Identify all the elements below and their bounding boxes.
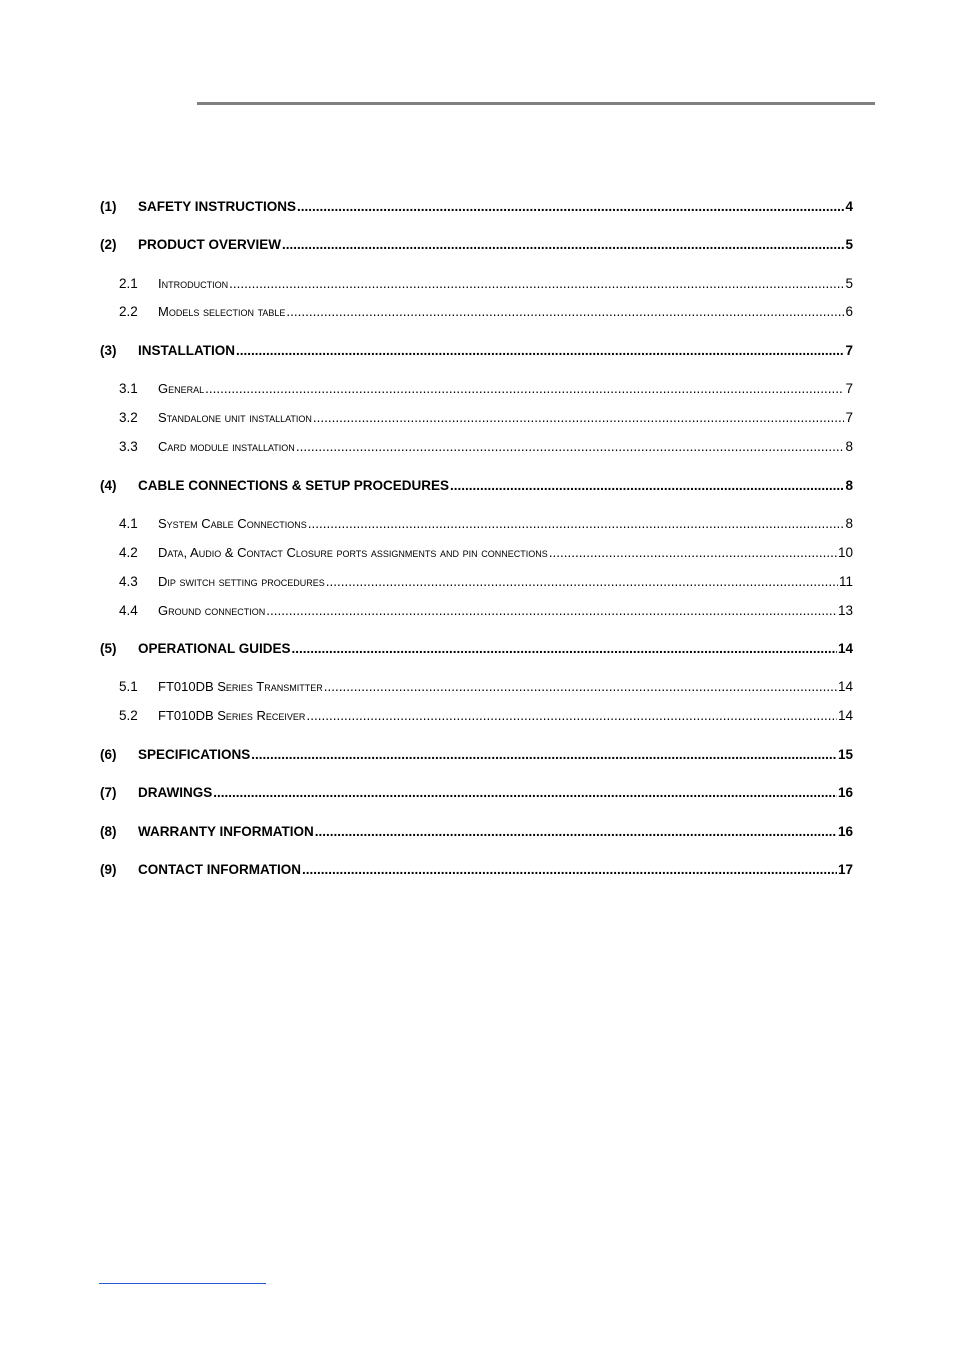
dot-leader [549, 544, 837, 562]
toc-entry-introduction[interactable] [119, 275, 853, 293]
toc-entry-number: (1) [100, 199, 117, 214]
toc-entry-number: 4.1 [119, 516, 138, 531]
dot-leader [266, 602, 837, 620]
dot-leader [313, 409, 845, 427]
toc-entry-number: 4.2 [119, 545, 138, 560]
dot-leader [213, 784, 837, 802]
toc-entry-title: PRODUCT OVERVIEW [138, 237, 282, 252]
toc-entry-title: INSTALLATION [138, 343, 235, 358]
toc-entry-page: 7 [845, 410, 853, 425]
toc-entry-transmitter[interactable] [119, 678, 853, 696]
dot-leader [302, 861, 837, 879]
toc-entry-ground-connection[interactable] [119, 602, 853, 620]
toc-entry-warranty-information[interactable] [100, 823, 853, 841]
toc-entry-installation[interactable] [100, 342, 853, 360]
toc-entry-title: SAFETY INSTRUCTIONS [138, 199, 297, 214]
toc-entry-page: 16 [837, 824, 853, 839]
toc-entry-page: 13 [837, 603, 853, 618]
dot-leader [286, 303, 844, 321]
toc-entry-title: CONTACT INFORMATION [138, 862, 301, 877]
toc-entry-title: WARRANTY INFORMATION [138, 824, 314, 839]
toc-entry-page: 11 [838, 574, 853, 589]
toc-entry-number: (6) [100, 747, 117, 762]
toc-entry-number: 3.2 [119, 410, 138, 425]
dot-leader [205, 380, 844, 398]
dot-leader [315, 823, 837, 841]
toc-entry-title: CABLE CONNECTIONS & SETUP PROCEDURES [138, 478, 450, 493]
toc-entry-ports-assignments[interactable] [119, 544, 853, 562]
toc-entry-title: SPECIFICATIONS [138, 747, 251, 762]
toc-entry-title: DRAWINGS [138, 785, 213, 800]
toc-entry-page: 5 [845, 276, 853, 291]
toc-entry-number: (3) [100, 343, 117, 358]
toc-entry-title: Models selection table [158, 304, 286, 319]
toc-entry-title: Standalone unit installation [158, 410, 312, 425]
toc-entry-title: Introduction [158, 276, 229, 291]
toc-entry-title: OPERATIONAL GUIDES [138, 641, 291, 656]
toc-entry-number: 2.2 [119, 304, 138, 319]
dot-leader [450, 477, 844, 495]
toc-entry-title: Ground connection [158, 603, 266, 618]
toc-entry-operational-guides[interactable] [100, 640, 853, 658]
dot-leader [326, 573, 838, 591]
toc-entry-general[interactable] [119, 380, 853, 398]
toc-entry-number: 5.1 [119, 679, 138, 694]
toc-entry-number: (2) [100, 237, 117, 252]
dot-leader [308, 515, 845, 533]
toc-entry-title: Data, Audio & Contact Closure ports assignments and pin connections [158, 545, 548, 560]
toc-entry-card-module-installation[interactable] [119, 438, 853, 456]
dot-leader [324, 678, 837, 696]
toc-entry-page: 14 [837, 708, 853, 723]
toc-entry-page: 4 [845, 199, 853, 214]
toc-entry-specifications[interactable] [100, 746, 853, 764]
toc-entry-number: 5.2 [119, 708, 138, 723]
toc-entry-page: 7 [845, 343, 853, 358]
dot-leader [296, 438, 845, 456]
toc-entry-cable-connections[interactable] [100, 477, 853, 495]
dot-leader [282, 236, 844, 254]
toc-entry-page: 5 [845, 237, 853, 252]
toc-entry-number: (4) [100, 478, 117, 493]
toc-entry-page: 16 [837, 785, 853, 800]
footer-link-underline[interactable] [99, 1283, 266, 1284]
toc-entry-number: 4.4 [119, 603, 138, 618]
toc-entry-page: 8 [845, 516, 853, 531]
toc-entry-page: 14 [837, 641, 853, 656]
toc-entry-product-overview[interactable] [100, 236, 853, 254]
toc-entry-title: System Cable Connections [158, 516, 307, 531]
dot-leader [236, 342, 844, 360]
toc-entry-page: 8 [845, 478, 853, 493]
toc-entry-number: 4.3 [119, 574, 138, 589]
toc-entry-number: (9) [100, 862, 117, 877]
toc-entry-drawings[interactable] [100, 784, 853, 802]
toc-entry-number: (5) [100, 641, 117, 656]
toc-entry-models-selection-table[interactable] [119, 303, 853, 321]
toc-entry-page: 8 [845, 439, 853, 454]
toc-entry-page: 10 [837, 545, 853, 560]
toc-entry-title: General [158, 381, 205, 396]
toc-entry-page: 15 [837, 747, 853, 762]
toc-entry-title: Dip switch setting procedures [158, 574, 325, 589]
toc-entry-contact-information[interactable] [100, 861, 853, 879]
dot-leader [292, 640, 837, 658]
toc-entry-receiver[interactable] [119, 707, 853, 725]
toc-entry-number: 2.1 [119, 276, 138, 291]
toc-entry-page: 7 [845, 381, 853, 396]
toc-entry-dip-switch-setting[interactable] [119, 573, 853, 591]
toc-entry-number: 3.1 [119, 381, 138, 396]
toc-entry-page: 14 [837, 679, 853, 694]
toc-entry-title: FT010DB Series Transmitter [158, 679, 323, 694]
dot-leader [229, 275, 844, 293]
dot-leader [251, 746, 837, 764]
toc-entry-page: 17 [837, 862, 853, 877]
toc-entry-number: 3.3 [119, 439, 138, 454]
toc-entry-title: FT010DB Series Receiver [158, 708, 306, 723]
toc-entry-number: (8) [100, 824, 117, 839]
toc-entry-page: 6 [845, 304, 853, 319]
toc-entry-safety-instructions[interactable] [100, 198, 853, 216]
dot-leader [297, 198, 844, 216]
dot-leader [306, 707, 837, 725]
toc-entry-title: Card module installation [158, 439, 295, 454]
toc-entry-standalone-unit-installation[interactable] [119, 409, 853, 427]
toc-entry-number: (7) [100, 785, 117, 800]
toc-entry-system-cable-connections[interactable] [119, 515, 853, 533]
